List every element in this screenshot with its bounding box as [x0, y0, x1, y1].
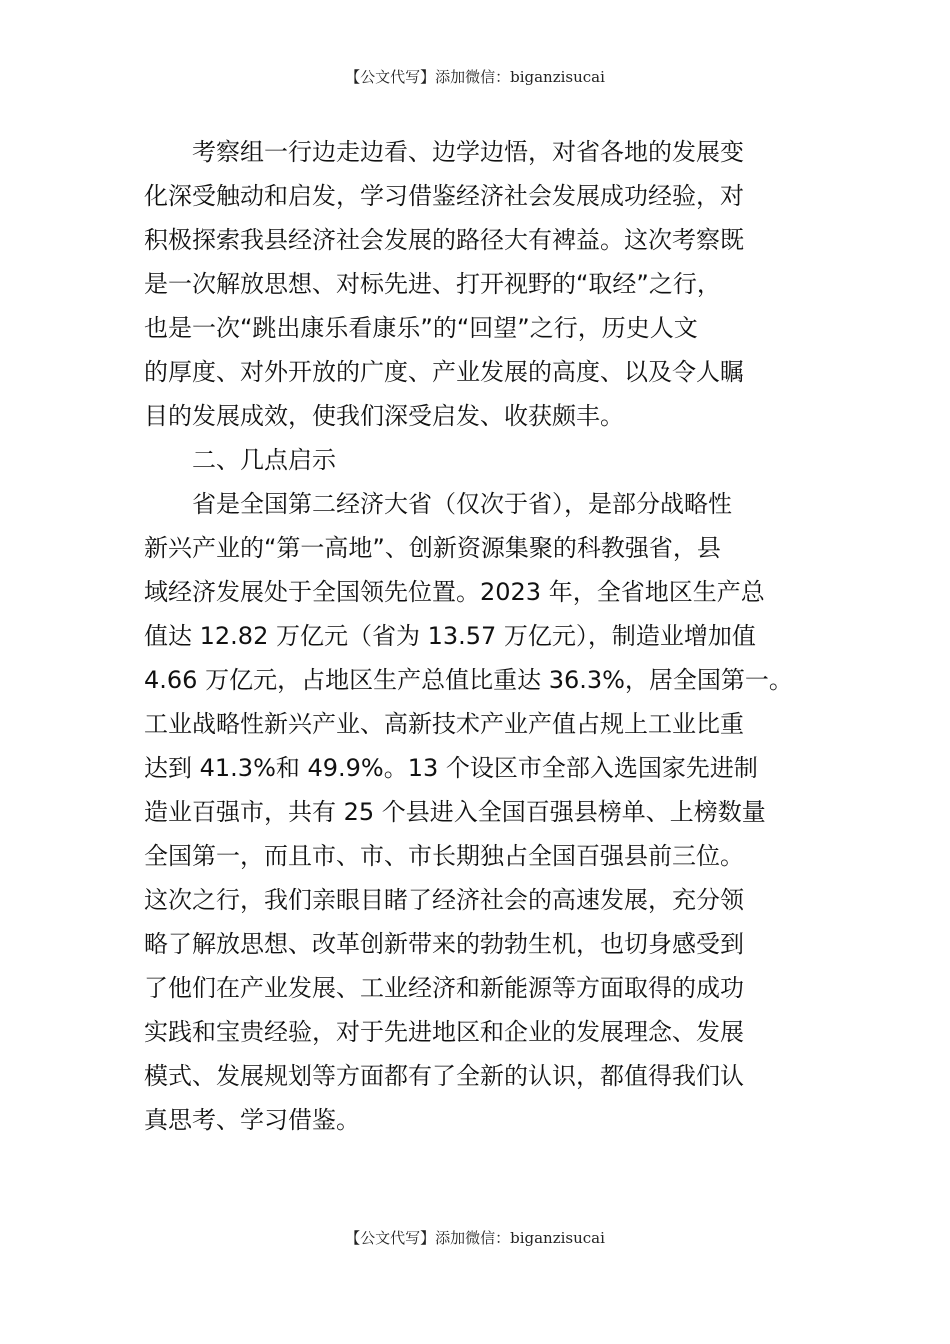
- text-line: 化深受触动和启发，学习借鉴经济社会发展成功经验，对: [144, 182, 744, 210]
- paragraph: [144, 130, 812, 438]
- text-line: 新兴产业的“第一高地”、创新资源集聚的科教强省，县: [144, 534, 721, 562]
- heading-text: 二、几点启示: [192, 446, 336, 474]
- text-line: 考察组一行边走边看、边学边悟，对省各地的发展变: [192, 138, 744, 166]
- text-line: 目的发展成效，使我们深受启发、收获颇丰。: [144, 402, 624, 430]
- text-line: 这次之行，我们亲眼目睹了经济社会的高速发展，充分领: [144, 886, 744, 914]
- text-line: 全国第一，而且市、市、市长期独占全国百强县前三位。: [144, 842, 744, 870]
- text-line: 了他们在产业发展、工业经济和新能源等方面取得的成功: [144, 974, 744, 1002]
- text-line: 的厚度、对外开放的广度、产业发展的高度、以及令人瞩: [144, 358, 744, 386]
- text-line: 是一次解放思想、对标先进、打开视野的“取经”之行，: [144, 270, 721, 298]
- text-line: 也是一次“跳出康乐看康乐”的“回望”之行，历史人文: [144, 314, 698, 342]
- document-body: [144, 130, 812, 1142]
- paragraph: [144, 482, 812, 1142]
- text-line: 值达 12.82 万亿元（省为 13.57 万亿元），制造业增加值: [144, 622, 756, 650]
- section-heading: [144, 438, 812, 482]
- text-line: 造业百强市，共有 25 个县进入全国百强县榜单、上榜数量: [144, 798, 766, 826]
- text-line: 达到 41.3%和 49.9%。13 个设区市全部入选国家先进制: [144, 754, 758, 782]
- text-line: 实践和宝贵经验，对于先进地区和企业的发展理念、发展: [144, 1018, 744, 1046]
- text-line: 4.66 万亿元，占地区生产总值比重达 36.3%，居全国第一。: [144, 666, 793, 694]
- text-line: 真思考、学习借鉴。: [144, 1106, 360, 1134]
- text-line: 工业战略性新兴产业、高新技术产业产值占规上工业比重: [144, 710, 744, 738]
- text-line: 积极探索我县经济社会发展的路径大有裨益。这次考察既: [144, 226, 744, 254]
- text-line: 模式、发展规划等方面都有了全新的认识，都值得我们认: [144, 1062, 744, 1090]
- text-line: 省是全国第二经济大省（仅次于省），是部分战略性: [192, 490, 732, 518]
- text-line: 域经济发展处于全国领先位置。2023 年，全省地区生产总: [144, 578, 765, 606]
- page-footer: 【公文代写】添加微信：biganzisucai: [345, 1229, 605, 1247]
- text-line: 略了解放思想、改革创新带来的勃勃生机，也切身感受到: [144, 930, 744, 958]
- page-header: 【公文代写】添加微信：biganzisucai: [345, 68, 605, 86]
